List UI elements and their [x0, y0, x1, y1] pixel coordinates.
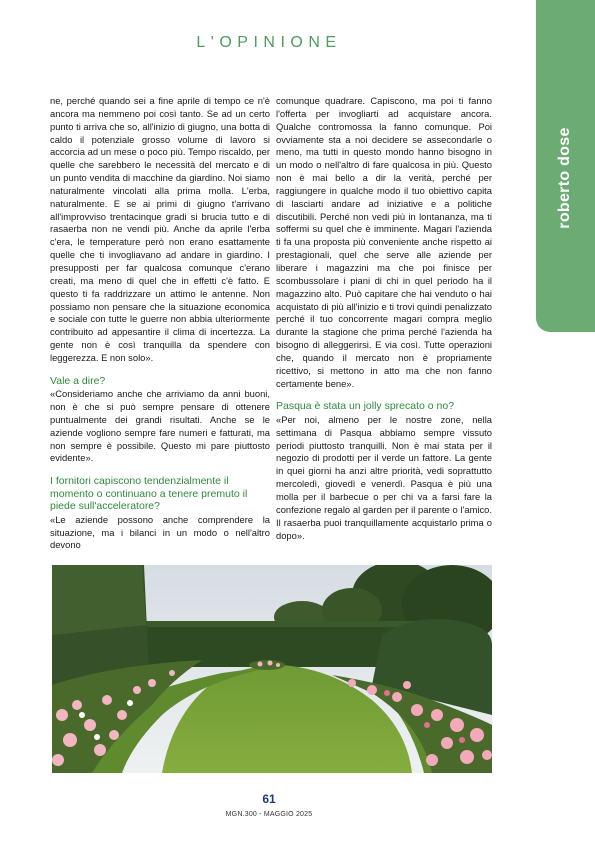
article-column-left: [50, 95, 270, 552]
page-number: 61: [262, 792, 276, 806]
interview-question: Vale a dire?: [50, 374, 106, 387]
interview-question: Pasqua è stata un jolly sprecato o no?: [276, 400, 455, 413]
article-paragraph: comunque quadrare. Capiscono, ma poi ti fanno l'offerta per invogliarti ad acquistare ancora. Qualche contromossa la fanno comunque. Poi ovviamente sta a noi decidere se assecondarle o meno, ma tutti in questo mondo hanno bisogno in un modo o nell'altro di fare qualcosa in più. Questo non è mai bello a dir la verità, perché per raggiungere in qualche modo il tuo obiettivo capita di lasciarti andare ad iniziative e a politiche discutibili. Perché non vedi più in lontananza, ma ti soffermi su quel che è imminente. Magari l'azienda ti fa una proposta più conveniente anche rispetto ai prestagionali, quel che serve alle aziende per liberare i magazzini ma che poi finisce per scombussolare i piani di chi in quel periodo ha il magazzino alto. Può capitare che hai venduto o hai acquistato di più all'inizio e ti trovi quindi penalizzato perché il tuo concorrente magari compra meglio durante la stagione che prima perché l'azienda ha bisogno di alleggerirsi. E via così. Tutte operazioni che, quando il mercato non è propriamente ricettivo, si mettono in atto ma che non fanno certamente bene».: [276, 95, 492, 389]
section-title: L'OPINIONE: [196, 34, 342, 51]
article-paragraph: «Consideriamo anche che arriviamo da anni buoni, non è che si può sempre pensare di ottenere puntualmente dei grandi risultati. Anche se le aziende vogliono sempre fare numeri e fatturati, ma non sempre è possibile. Questo mi pare piuttosto evidente».: [50, 388, 270, 464]
interview-question: I fornitori capiscono tendenzialmente il momento o continuano a tenere premuto il piede sull'acceleratore?: [50, 475, 248, 513]
garden-photo: [52, 565, 492, 773]
article-column-right: [276, 95, 492, 542]
issue-label: MGN.300 - MAGGIO 2025: [225, 811, 313, 818]
author-name: roberto dose: [556, 127, 573, 229]
article-paragraph: «Le aziende possono anche comprendere la situazione, ma i bilanci in un modo o nell'altro devono: [50, 513, 270, 551]
article-paragraph: ne, perché quando sei a fine aprile di tempo ce n'è ancora ma nemmeno poi così tanto. Se ad un certo punto ti arriva che so, all'inizio di giugno, una botta di caldo il potenziale grosso volume di lavoro si accorcia ad un mese o poco più. Tempo riscaldo, per quelle che sarebbero le necessità del mercato e di un punto vendita di macchine da giardino. Noi siamo naturalmente vincolati alla prima molla. L'erba, naturalmente. E se ai primi di giugno t'arrivano all'improvviso trentacinque gradi si brucia tutto e di rasaerba non ne vendi più. Anche da aprile l'erba c'era, le temperature però non erano esattamente quelle che ti invogliavano ad andare in giardino. I presupposti per far qualcosa comunque c'erano creati, ma meno di quel che in effetti c'è fatto. E questo ti fa raddrizzare un attimo le antenne. Non possiamo non pensare che la situazione economica e sociale con tutte le guerre non abbia ulteriormente contribuito ad appesantire il clima di incertezza. La gente non è così tranquilla da spendere con leggerezza. E non solo».: [50, 95, 270, 363]
article-paragraph: «Per noi, almeno per le nostre zone, nella settimana di Pasqua abbiamo sempre vissuto periodi piuttosto tranquilli. Non è mai stata per il negozio di prodotti per il verde un fattore. La gente in quei giorni ha anzi altre priorità, vedi soprattutto mercoledì, giovedì e venerdì. Pasqua è più una molla per il barbecue o per chi va a farsi fare la confezione regalo al garden per il parente o l'amico. Il rasaerba puoi tranquillamente acquistarlo prima o dopo».: [276, 413, 492, 541]
author-side-tab: [536, 0, 595, 332]
